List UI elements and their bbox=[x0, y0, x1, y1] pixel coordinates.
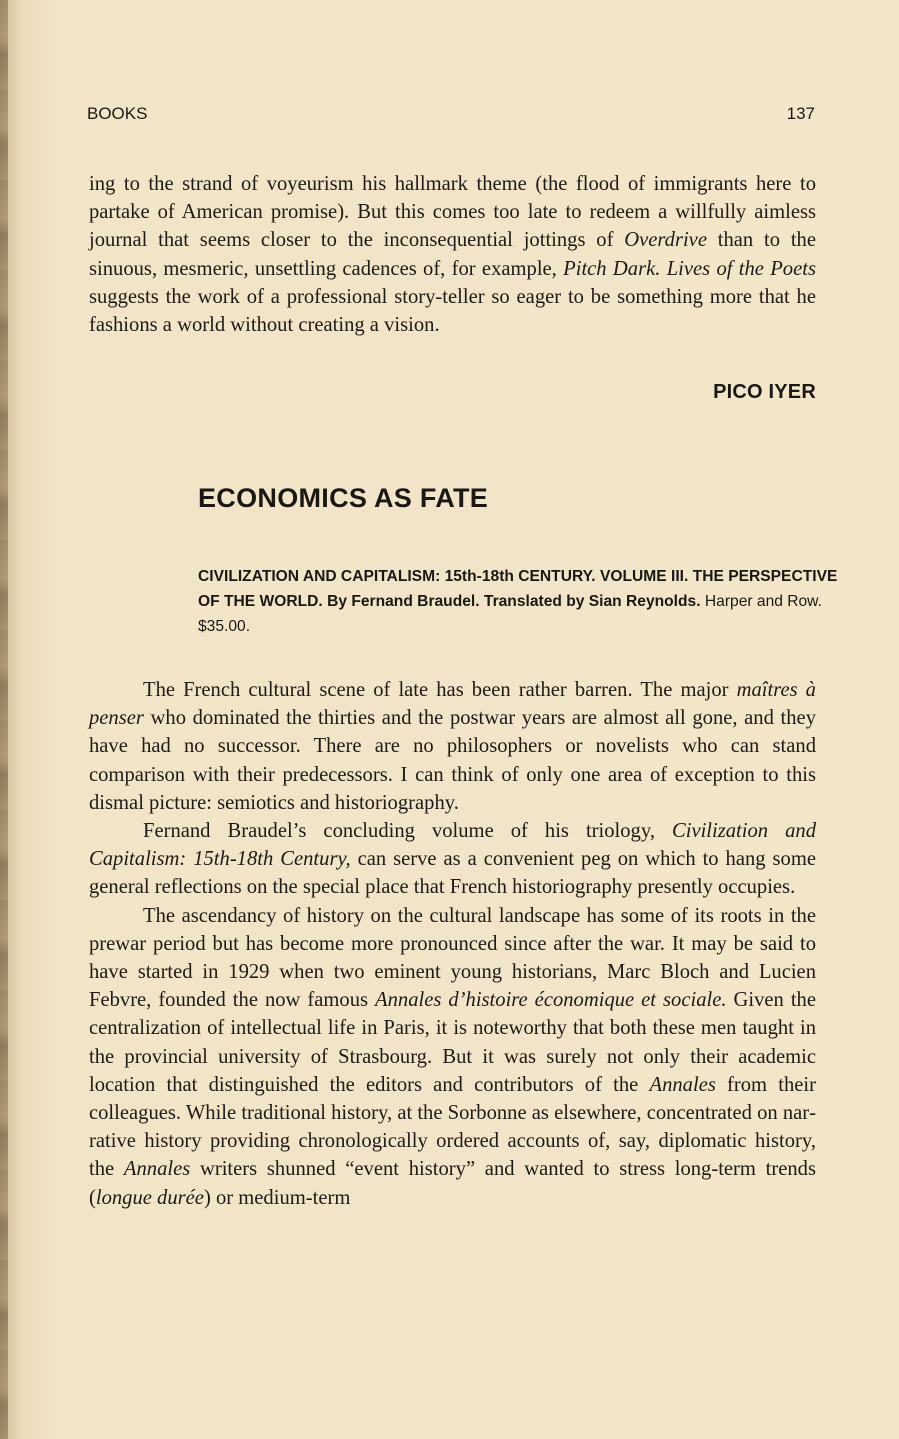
italic-phrase: maîtres à penser bbox=[89, 679, 816, 730]
italic-title: Annales bbox=[649, 1073, 716, 1096]
body-paragraph: The ascendancy of history on the cultural landscape has some of its roots in the prewar period but has become more pronounced since after the war. It may be said to have started in 1929 when two eminent young historians, Marc Bloch and Lucien Febvre, founded the now famous Annales d’histoire économique et sociale. Given the centralization of intellectual life in Paris, it is noteworthy that both these men taught in the provincial university of Strasbourg. But it was surely not only their academic location that distinguished the editors and contributors of the Annales from their colleagues. While traditional history, at the Sorbonne as elsewhere, concentrated on narrative history providing chronologically ordered accounts of, say, diplomatic history, the Annales writers shunned “event history” and wanted to stress long-term trends (longue durée) or medium-term bbox=[89, 904, 816, 1209]
body-paragraph: The French cultural scene of late has been rather barren. The major maîtres à penser who dominated the thirties and the postwar years are almost all gone, and they have had no successor. There are no philosophers or novelists who can stand comparison with their predecessors. I can think of only one area of exception to this dismal picture: semiotics and historiography. bbox=[89, 679, 816, 814]
italic-title: Civilization and Capitalism: 15th-18th Century, bbox=[89, 820, 816, 871]
running-head bbox=[87, 104, 815, 128]
book-spine-shadow bbox=[0, 0, 8, 1439]
book-citation bbox=[198, 564, 838, 639]
italic-title: Pitch Dark. bbox=[563, 257, 661, 280]
book-citation-title: CIVILIZATION AND CAPITALISM: 15th-18th CENTURY. VOLUME III. THE PERSPECTIVE OF THE WORLD. By Fernand Braudel. Translated by Sian Reynolds. bbox=[198, 568, 838, 610]
reviewer-byline: PICO IYER bbox=[713, 381, 816, 403]
review-title: ECONOMICS AS FATE bbox=[198, 483, 489, 513]
review-closing-paragraph: ing to the strand of voyeurism his hallmark theme (the flood of immigrants here to partake of American promise). But this comes too late to redeem a willfully aimless journal that seems closer to the inconsequential jottings of Overdrive than to the sinuous, mesmeric, unsettling cadences of, for example, Pitch Dark. Lives of the Poets suggests the work of a professional story-teller so eager to be something more that he fashions a world without creating a vision. bbox=[89, 173, 816, 337]
italic-title: Annales d’histoire économique et sociale. bbox=[375, 989, 727, 1012]
review-body bbox=[89, 676, 816, 1212]
italic-title: Lives of the Poets bbox=[666, 257, 816, 280]
body-paragraph: Fernand Braudel’s concluding volume of his triology, Civilization and Capitalism: 15th-18th Century, can serve as a convenient peg on which to hang some general reflections on the special place that French historiography presently occupies. bbox=[89, 820, 817, 899]
book-citation-publisher: Harper and Row. $35.00. bbox=[198, 593, 822, 635]
running-head-section: BOOKS bbox=[87, 104, 148, 123]
italic-title: Overdrive bbox=[624, 229, 707, 252]
italic-phrase: longue durée bbox=[95, 1186, 204, 1209]
page-number: 137 bbox=[786, 104, 815, 123]
italic-title: Annales bbox=[123, 1158, 191, 1181]
